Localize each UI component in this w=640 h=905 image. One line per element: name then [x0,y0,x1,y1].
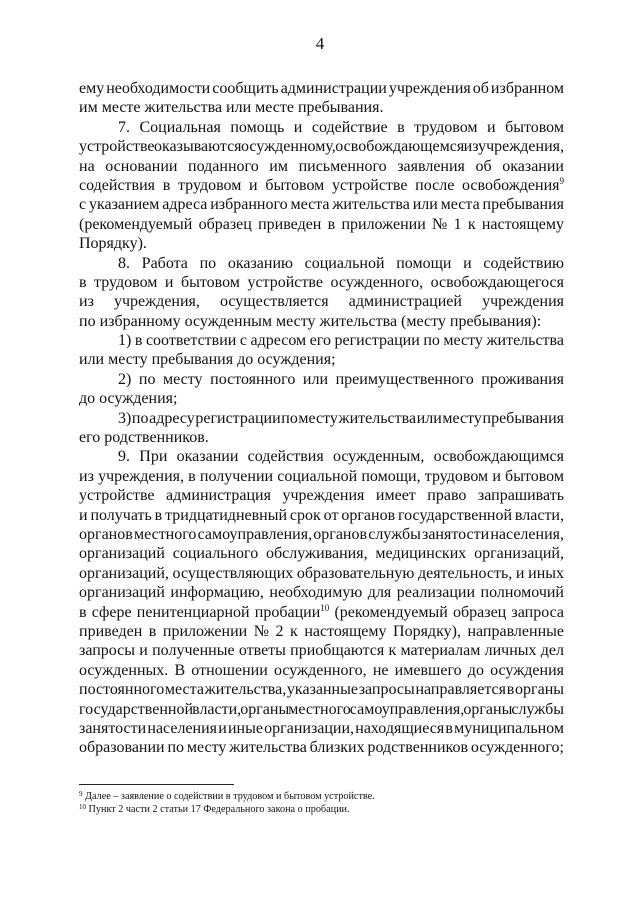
footnote [79,803,375,816]
text-line-content: 8. Работа по оказанию социальной помощи и содействию [118,254,564,272]
text-line-content: приведен в приложении № 2 к настоящему Порядку), направленные [79,622,564,640]
text-line-content: его родственников. [79,429,209,447]
text-line [79,661,564,680]
footnote-text: Далее – заявление о содействии в трудовом и бытовом устройстве. [85,791,375,802]
text-line [79,738,564,757]
footnote-text: Пункт 2 части 2 статьи 17 Федерального закона о пробации. [88,804,350,815]
text-line-content: содействия в трудовом и бытовом устройстве после освобождения$^9$ [79,175,564,194]
text-line-content: организаций, осуществляющих образовательную деятельность, и иных [79,564,564,582]
text-line [79,719,564,738]
document-body [79,79,564,758]
text-line [79,447,564,466]
text-line [79,331,564,350]
text-line-content: с указанием адреса избранного места жительства или места пребывания [79,196,564,214]
paragraph [79,79,564,118]
text-line-content: 9. При оказании содействия осужденным, освобождающимся [118,448,564,466]
text-line-content: 3) по адресу регистрации по месту жительства или месту пребывания [118,409,565,427]
text-line-content: 7. Социальная помощь и содействие в трудовом и бытовом [118,118,564,136]
text-line-content: им месте жительства или месте пребывания. [79,99,384,117]
paragraph [79,254,564,332]
text-line [79,98,564,117]
text-line-content: или месту пребывания до осуждения; [79,351,336,369]
text-line [79,79,564,98]
footnote-mark: 9 [79,790,83,798]
text-line-content: до осуждения; [79,390,178,408]
text-line [79,176,564,195]
text-line-content: осужденных. В отношении осужденного, не имевшего до осуждения [79,661,564,679]
text-line [79,486,564,505]
text-line-content: 2) по месту постоянного или преимущественного проживания [118,370,564,388]
footnotes [79,790,375,816]
text-line-content: органов местного самоуправления, органов службы занятости населения, [79,525,564,543]
footnote [79,790,375,803]
footnote-separator [79,784,234,785]
text-line-content: организаций информацию, необходимую для реализации полномочий [79,584,564,602]
text-line-content: (рекомендуемый образец приведен в приложении № 1 к настоящему [79,215,564,233]
text-line [79,564,564,583]
paragraph [79,118,564,254]
text-line [79,118,564,137]
text-line-content: 1) в соответствии с адресом его регистрации по месту жительства [118,332,564,350]
text-line [79,603,564,622]
text-line-content: запросы и полученные ответы приобщаются к материалам личных дел [79,642,564,660]
text-line [79,389,564,408]
paragraph [79,447,564,757]
text-line [79,273,564,292]
text-line [79,234,564,253]
text-line-content: образовании по месту жительства близких родственников осужденного; [79,739,564,757]
page-number: 4 [315,34,325,53]
text-line [79,506,564,525]
text-line-content: ему необходимости сообщить администрации учреждения об избранном [79,80,565,97]
paragraph [79,331,564,370]
text-line [79,370,564,389]
text-line [79,700,564,719]
text-line [79,137,564,156]
footnote-mark: 10 [79,803,86,811]
footnote-ref: 10 [320,602,330,613]
text-line [79,409,564,428]
text-line-content: устройстве оказываются осужденному, освобождающемся из учреждения, [79,138,564,156]
text-line-content: из учреждения, в получении социальной помощи, трудовом и бытовом [79,467,564,485]
text-line [79,680,564,699]
text-line [79,157,564,176]
paragraph [79,370,564,409]
text-line [79,350,564,369]
text-line [79,525,564,544]
text-line [79,544,564,563]
text-line [79,195,564,214]
paragraph [79,409,564,448]
text-line-content: из учреждения, осуществляется администрацией учреждения [79,293,564,311]
text-line-content: и получать в тридцатидневный срок от органов государственной власти, [79,506,564,524]
text-line-content: занятости населения и иные организации, находящиеся в муниципальном [79,719,564,737]
text-line [79,622,564,641]
text-line [79,583,564,602]
text-line [79,215,564,234]
text-line [79,428,564,447]
text-line-content: устройстве администрация учреждения имеет право запрашивать [79,487,564,505]
text-line-content: в сфере пенитенциарной пробации$^{10}$ (рекомендуемый образец запроса [79,602,564,621]
text-line-content: на основании поданного им письменного заявления об оказании [79,157,564,175]
footnote-ref: 9 [559,175,564,186]
text-line [79,467,564,486]
text-line [79,254,564,273]
text-line-content: постоянного места жительства, указанные запросы направляется в органы [79,681,565,699]
text-line [79,641,564,660]
text-line-content: Порядку). [79,235,147,253]
text-line [79,312,564,331]
text-line-content: в трудовом и бытовом устройстве осужденного, освобождающегося [79,273,564,291]
text-line-content: организаций социального обслуживания, медицинских организаций, [79,545,564,563]
text-line [79,292,564,311]
text-line-content: государственной власти, органы местного самоуправления, органы службы [79,700,564,718]
text-line-content: по избранному осужденным месту жительства (месту пребывания): [79,312,542,330]
